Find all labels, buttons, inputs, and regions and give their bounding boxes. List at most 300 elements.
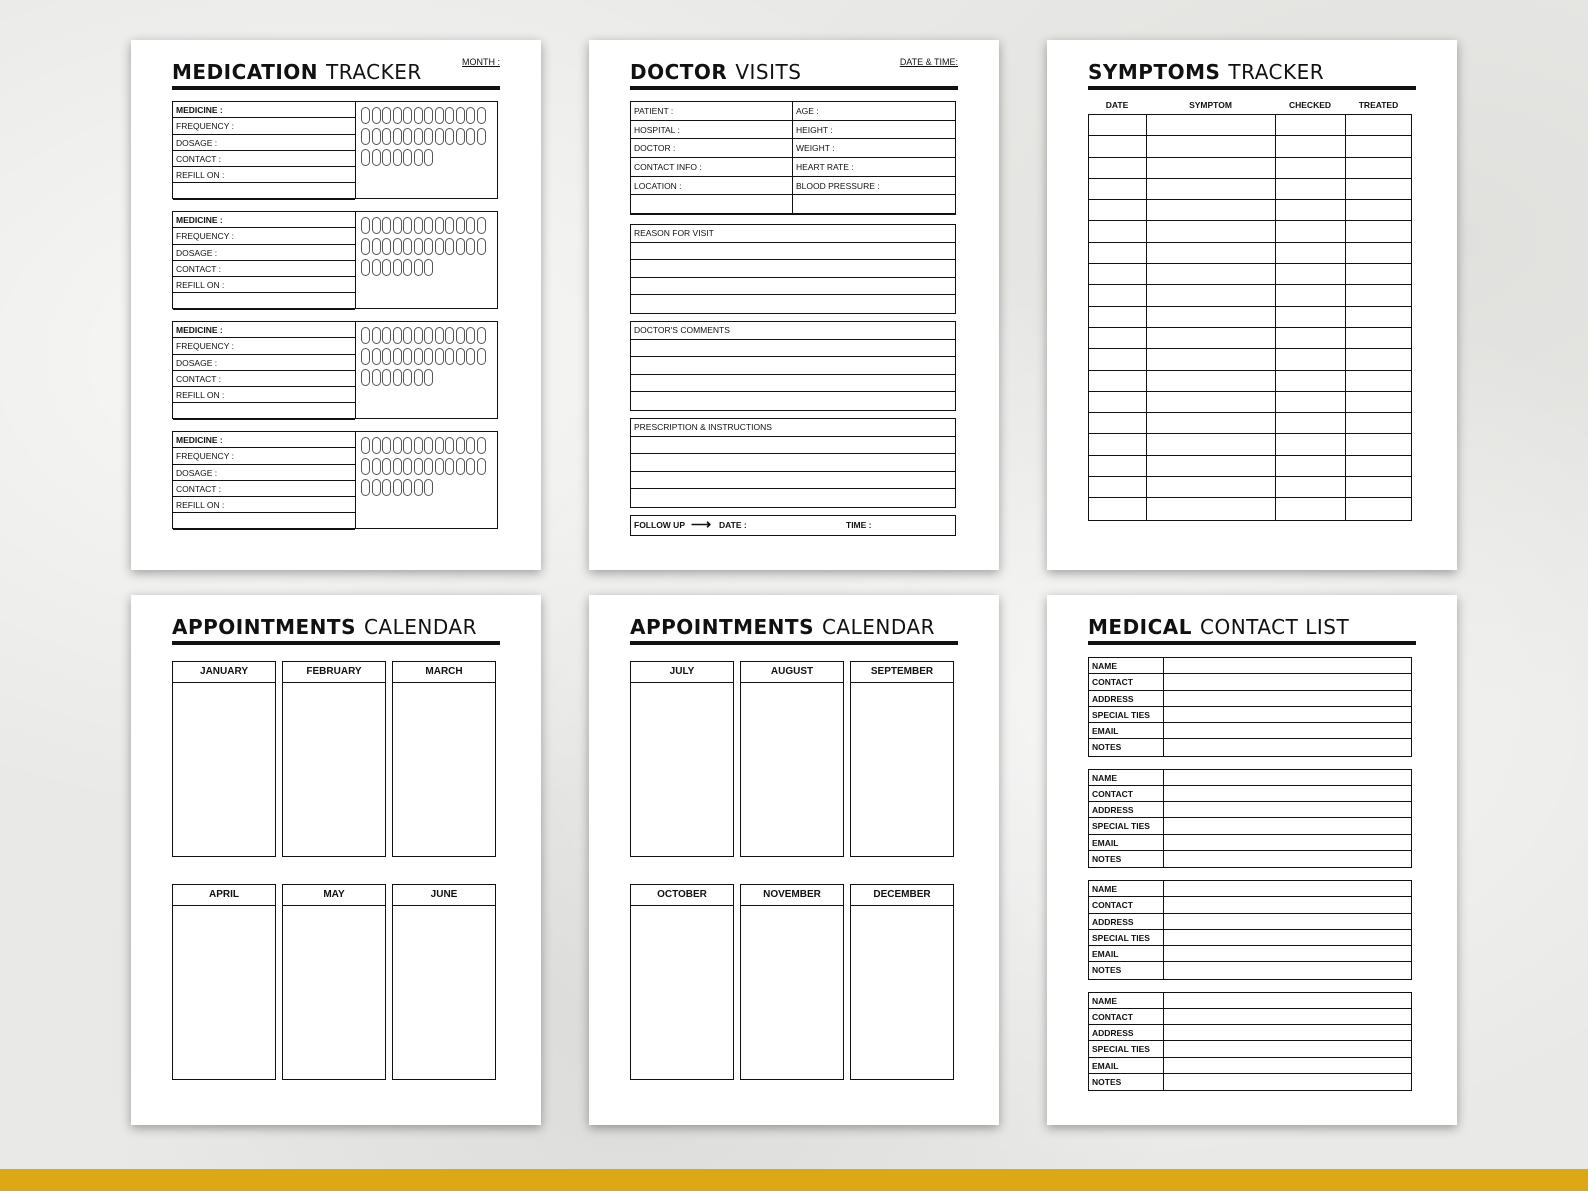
writing-line[interactable] bbox=[631, 340, 955, 358]
pill-icon[interactable] bbox=[382, 437, 391, 454]
date-cell[interactable] bbox=[1089, 456, 1147, 476]
month-label: JUNE bbox=[393, 885, 495, 906]
symptom-cell[interactable] bbox=[1147, 413, 1276, 433]
pill-icon[interactable] bbox=[445, 238, 454, 255]
pill-icon[interactable] bbox=[382, 149, 391, 166]
symptom-cell[interactable] bbox=[1147, 498, 1276, 519]
pill-icon[interactable] bbox=[372, 107, 381, 124]
pill-icon[interactable] bbox=[382, 238, 391, 255]
contact-block bbox=[1088, 992, 1412, 1092]
pill-icon[interactable] bbox=[361, 369, 370, 386]
symptom-cell[interactable] bbox=[1147, 371, 1276, 391]
symptom-cell[interactable] bbox=[1147, 200, 1276, 220]
treated-cell[interactable] bbox=[1346, 456, 1411, 476]
treated-cell[interactable] bbox=[1346, 115, 1411, 135]
treated-cell[interactable] bbox=[1346, 307, 1411, 327]
checked-cell[interactable] bbox=[1276, 498, 1346, 519]
date-cell[interactable] bbox=[1089, 413, 1147, 433]
pill-icon[interactable] bbox=[424, 259, 433, 276]
pill-icon[interactable] bbox=[435, 458, 444, 475]
field-row[interactable]: DOSAGE : bbox=[173, 245, 355, 261]
pill-icon[interactable] bbox=[414, 107, 423, 124]
medication-fields bbox=[173, 432, 356, 528]
field-row[interactable]: REFILL ON : bbox=[173, 497, 355, 513]
month-box[interactable] bbox=[282, 661, 386, 857]
pill-icon[interactable] bbox=[477, 348, 486, 365]
contact-field-value[interactable] bbox=[1164, 962, 1411, 978]
symptom-cell[interactable] bbox=[1147, 434, 1276, 454]
checked-cell[interactable] bbox=[1276, 477, 1346, 497]
pill-icon[interactable] bbox=[435, 128, 444, 145]
pill-icon[interactable] bbox=[424, 128, 433, 145]
contact-field-label: NOTES bbox=[1089, 1074, 1164, 1090]
date-cell[interactable] bbox=[1089, 498, 1147, 519]
month-box[interactable] bbox=[630, 884, 734, 1080]
treated-cell[interactable] bbox=[1346, 328, 1411, 348]
field-row[interactable]: MEDICINE : bbox=[173, 322, 355, 338]
pill-icon[interactable] bbox=[403, 327, 412, 344]
symptom-cell[interactable] bbox=[1147, 158, 1276, 178]
writing-line[interactable] bbox=[631, 260, 955, 278]
pill-icon[interactable] bbox=[466, 107, 475, 124]
pill-icon[interactable] bbox=[393, 149, 402, 166]
pill-icon[interactable] bbox=[361, 128, 370, 145]
pill-icon[interactable] bbox=[393, 479, 402, 496]
pill-icon[interactable] bbox=[414, 238, 423, 255]
pill-icon[interactable] bbox=[361, 259, 370, 276]
info-cell[interactable] bbox=[793, 195, 955, 214]
pill-icon[interactable] bbox=[445, 348, 454, 365]
pill-icon[interactable] bbox=[372, 437, 381, 454]
date-cell[interactable] bbox=[1089, 136, 1147, 156]
symptom-cell[interactable] bbox=[1147, 307, 1276, 327]
field-row[interactable] bbox=[173, 513, 355, 529]
pill-icon[interactable] bbox=[466, 128, 475, 145]
checked-cell[interactable] bbox=[1276, 243, 1346, 263]
date-cell[interactable] bbox=[1089, 392, 1147, 412]
pill-icon[interactable] bbox=[435, 217, 444, 234]
pill-icon[interactable] bbox=[393, 217, 402, 234]
pill-icon[interactable] bbox=[382, 128, 391, 145]
pill-icon[interactable] bbox=[445, 458, 454, 475]
month-box[interactable] bbox=[850, 884, 954, 1080]
field-row[interactable] bbox=[173, 403, 355, 419]
pill-icon[interactable] bbox=[403, 458, 412, 475]
info-cell[interactable]: CONTACT INFO : bbox=[631, 158, 793, 177]
page-title: MEDICAL CONTACT LIST bbox=[1088, 615, 1350, 639]
treated-cell[interactable] bbox=[1346, 200, 1411, 220]
field-row[interactable] bbox=[173, 293, 355, 309]
symptom-cell[interactable] bbox=[1147, 136, 1276, 156]
pill-icon[interactable] bbox=[424, 327, 433, 344]
pill-icon[interactable] bbox=[435, 437, 444, 454]
contact-field-value[interactable] bbox=[1164, 1041, 1411, 1057]
checked-cell[interactable] bbox=[1276, 221, 1346, 241]
doctors-comments-box bbox=[630, 321, 956, 411]
field-row[interactable]: MEDICINE : bbox=[173, 212, 355, 228]
pill-icon[interactable] bbox=[445, 107, 454, 124]
pill-icon[interactable] bbox=[435, 348, 444, 365]
table-row bbox=[1089, 179, 1411, 200]
pill-icon[interactable] bbox=[403, 217, 412, 234]
treated-cell[interactable] bbox=[1346, 434, 1411, 454]
field-row[interactable]: CONTACT : bbox=[173, 261, 355, 277]
treated-cell[interactable] bbox=[1346, 221, 1411, 241]
pill-icon[interactable] bbox=[403, 369, 412, 386]
checked-cell[interactable] bbox=[1276, 371, 1346, 391]
pill-icon[interactable] bbox=[424, 107, 433, 124]
writing-line[interactable] bbox=[631, 357, 955, 375]
pill-icon[interactable] bbox=[372, 479, 381, 496]
pill-icon[interactable] bbox=[372, 348, 381, 365]
contact-field-value[interactable] bbox=[1164, 802, 1411, 818]
field-row[interactable]: REFILL ON : bbox=[173, 167, 355, 183]
checked-cell[interactable] bbox=[1276, 434, 1346, 454]
pill-icon[interactable] bbox=[466, 217, 475, 234]
month-box[interactable] bbox=[850, 661, 954, 857]
contact-field-value[interactable] bbox=[1164, 1074, 1411, 1090]
month-box[interactable] bbox=[630, 661, 734, 857]
month-label: JULY bbox=[631, 662, 733, 683]
symptom-cell[interactable] bbox=[1147, 179, 1276, 199]
pill-icon[interactable] bbox=[372, 327, 381, 344]
pill-icon[interactable] bbox=[382, 327, 391, 344]
contact-field-value[interactable] bbox=[1164, 786, 1411, 802]
date-cell[interactable] bbox=[1089, 264, 1147, 284]
field-row[interactable]: FREQUENCY : bbox=[173, 338, 355, 354]
pill-icon[interactable] bbox=[393, 327, 402, 344]
writing-line[interactable] bbox=[631, 489, 955, 507]
field-row[interactable]: MEDICINE : bbox=[173, 102, 355, 118]
pill-icon[interactable] bbox=[372, 149, 381, 166]
pill-icon[interactable] bbox=[414, 259, 423, 276]
pill-icon[interactable] bbox=[456, 348, 465, 365]
pill-icon[interactable] bbox=[382, 217, 391, 234]
pill-icon[interactable] bbox=[456, 107, 465, 124]
pill-icon[interactable] bbox=[382, 348, 391, 365]
pill-icon[interactable] bbox=[403, 437, 412, 454]
treated-cell[interactable] bbox=[1346, 392, 1411, 412]
pill-icon[interactable] bbox=[477, 238, 486, 255]
contact-field-value[interactable] bbox=[1164, 707, 1411, 723]
checked-cell[interactable] bbox=[1276, 285, 1346, 305]
checked-cell[interactable] bbox=[1276, 349, 1346, 369]
checked-cell[interactable] bbox=[1276, 136, 1346, 156]
symptom-cell[interactable] bbox=[1147, 221, 1276, 241]
checked-cell[interactable] bbox=[1276, 115, 1346, 135]
pill-icon[interactable] bbox=[393, 458, 402, 475]
pill-icon[interactable] bbox=[393, 437, 402, 454]
info-cell[interactable]: AGE : bbox=[793, 102, 955, 121]
treated-cell[interactable] bbox=[1346, 158, 1411, 178]
pill-icon[interactable] bbox=[361, 107, 370, 124]
pill-icon[interactable] bbox=[456, 458, 465, 475]
pill-icon[interactable] bbox=[435, 238, 444, 255]
treated-cell[interactable] bbox=[1346, 498, 1411, 519]
pill-icon[interactable] bbox=[414, 458, 423, 475]
pill-icon[interactable] bbox=[424, 348, 433, 365]
pill-icon[interactable] bbox=[382, 458, 391, 475]
month-box[interactable] bbox=[172, 884, 276, 1080]
treated-cell[interactable] bbox=[1346, 243, 1411, 263]
writing-line[interactable] bbox=[631, 472, 955, 490]
contact-field-value[interactable] bbox=[1164, 851, 1411, 867]
date-cell[interactable] bbox=[1089, 200, 1147, 220]
field-row[interactable]: DOSAGE : bbox=[173, 355, 355, 371]
writing-line[interactable] bbox=[631, 437, 955, 455]
contact-field-value[interactable] bbox=[1164, 1009, 1411, 1025]
contact-field-value[interactable] bbox=[1164, 691, 1411, 707]
month-box[interactable] bbox=[172, 661, 276, 857]
contact-field-value[interactable] bbox=[1164, 1025, 1411, 1041]
symptom-cell[interactable] bbox=[1147, 328, 1276, 348]
contact-field-label: NOTES bbox=[1089, 739, 1164, 755]
contact-field-value[interactable] bbox=[1164, 881, 1411, 897]
field-row[interactable]: CONTACT : bbox=[173, 481, 355, 497]
pill-icon[interactable] bbox=[393, 348, 402, 365]
pill-icon[interactable] bbox=[393, 259, 402, 276]
pill-icon[interactable] bbox=[435, 327, 444, 344]
info-cell[interactable]: DOCTOR : bbox=[631, 139, 793, 158]
checked-cell[interactable] bbox=[1276, 179, 1346, 199]
checked-cell[interactable] bbox=[1276, 328, 1346, 348]
writing-line[interactable] bbox=[631, 375, 955, 393]
date-cell[interactable] bbox=[1089, 179, 1147, 199]
symptom-cell[interactable] bbox=[1147, 115, 1276, 135]
checked-cell[interactable] bbox=[1276, 307, 1346, 327]
pill-icon[interactable] bbox=[414, 479, 423, 496]
field-row[interactable]: DOSAGE : bbox=[173, 465, 355, 481]
field-row[interactable]: DOSAGE : bbox=[173, 135, 355, 151]
symptom-cell[interactable] bbox=[1147, 264, 1276, 284]
symptom-cell[interactable] bbox=[1147, 243, 1276, 263]
field-row[interactable] bbox=[173, 183, 355, 199]
month-box[interactable] bbox=[740, 661, 844, 857]
date-cell[interactable] bbox=[1089, 434, 1147, 454]
info-cell[interactable]: HOSPITAL : bbox=[631, 121, 793, 140]
date-cell[interactable] bbox=[1089, 285, 1147, 305]
field-row[interactable]: FREQUENCY : bbox=[173, 448, 355, 464]
pill-icon[interactable] bbox=[466, 458, 475, 475]
info-cell[interactable]: HEART RATE : bbox=[793, 158, 955, 177]
contact-field-value[interactable] bbox=[1164, 930, 1411, 946]
pill-icon[interactable] bbox=[372, 259, 381, 276]
symptom-cell[interactable] bbox=[1147, 477, 1276, 497]
checked-cell[interactable] bbox=[1276, 456, 1346, 476]
contact-field-value[interactable] bbox=[1164, 993, 1411, 1009]
pill-icon[interactable] bbox=[393, 128, 402, 145]
pill-icon[interactable] bbox=[361, 327, 370, 344]
pill-checklist bbox=[361, 437, 495, 496]
pill-icon[interactable] bbox=[456, 437, 465, 454]
contact-field-value[interactable] bbox=[1164, 739, 1411, 755]
symptom-cell[interactable] bbox=[1147, 392, 1276, 412]
pill-icon[interactable] bbox=[445, 327, 454, 344]
pill-icon[interactable] bbox=[414, 149, 423, 166]
pill-icon[interactable] bbox=[466, 348, 475, 365]
date-cell[interactable] bbox=[1089, 158, 1147, 178]
pill-icon[interactable] bbox=[414, 327, 423, 344]
pill-icon[interactable] bbox=[424, 149, 433, 166]
checked-cell[interactable] bbox=[1276, 392, 1346, 412]
month-label: APRIL bbox=[173, 885, 275, 906]
pill-icon[interactable] bbox=[477, 458, 486, 475]
pill-icon[interactable] bbox=[466, 238, 475, 255]
pill-icon[interactable] bbox=[403, 149, 412, 166]
info-cell[interactable]: LOCATION : bbox=[631, 177, 793, 196]
pill-icon[interactable] bbox=[477, 327, 486, 344]
pill-icon[interactable] bbox=[372, 238, 381, 255]
writing-line[interactable] bbox=[631, 278, 955, 296]
pill-icon[interactable] bbox=[424, 238, 433, 255]
pill-icon[interactable] bbox=[361, 217, 370, 234]
pill-icon[interactable] bbox=[424, 458, 433, 475]
field-row[interactable]: CONTACT : bbox=[173, 371, 355, 387]
writing-line[interactable] bbox=[631, 454, 955, 472]
pill-icon[interactable] bbox=[477, 128, 486, 145]
date-cell[interactable] bbox=[1089, 349, 1147, 369]
symptom-cell[interactable] bbox=[1147, 456, 1276, 476]
month-box[interactable] bbox=[740, 884, 844, 1080]
contact-field-value[interactable] bbox=[1164, 723, 1411, 739]
field-row[interactable]: REFILL ON : bbox=[173, 387, 355, 403]
pill-icon[interactable] bbox=[435, 107, 444, 124]
treated-cell[interactable] bbox=[1346, 264, 1411, 284]
contact-field-value[interactable] bbox=[1164, 674, 1411, 690]
field-row[interactable]: MEDICINE : bbox=[173, 432, 355, 448]
contact-field-value[interactable] bbox=[1164, 946, 1411, 962]
pill-icon[interactable] bbox=[403, 107, 412, 124]
pill-icon[interactable] bbox=[372, 369, 381, 386]
contact-field-value[interactable] bbox=[1164, 658, 1411, 674]
date-cell[interactable] bbox=[1089, 328, 1147, 348]
pill-icon[interactable] bbox=[393, 107, 402, 124]
contact-field-label: EMAIL bbox=[1089, 946, 1164, 962]
treated-cell[interactable] bbox=[1346, 349, 1411, 369]
writing-line[interactable] bbox=[631, 295, 955, 313]
pill-icon[interactable] bbox=[403, 259, 412, 276]
pill-icon[interactable] bbox=[424, 437, 433, 454]
contact-field-value[interactable] bbox=[1164, 818, 1411, 834]
pill-icon[interactable] bbox=[414, 348, 423, 365]
month-box[interactable] bbox=[282, 884, 386, 1080]
checked-cell[interactable] bbox=[1276, 264, 1346, 284]
symptom-cell[interactable] bbox=[1147, 349, 1276, 369]
contact-field-value[interactable] bbox=[1164, 835, 1411, 851]
field-row[interactable]: CONTACT : bbox=[173, 151, 355, 167]
contact-field-value[interactable] bbox=[1164, 897, 1411, 913]
pill-icon[interactable] bbox=[403, 238, 412, 255]
pill-icon[interactable] bbox=[445, 217, 454, 234]
info-cell[interactable]: HEIGHT : bbox=[793, 121, 955, 140]
pill-icon[interactable] bbox=[361, 348, 370, 365]
pill-icon[interactable] bbox=[382, 479, 391, 496]
treated-cell[interactable] bbox=[1346, 371, 1411, 391]
pill-icon[interactable] bbox=[403, 479, 412, 496]
contact-field-value[interactable] bbox=[1164, 1058, 1411, 1074]
date-cell[interactable] bbox=[1089, 371, 1147, 391]
pill-icon[interactable] bbox=[393, 238, 402, 255]
pill-icon[interactable] bbox=[424, 217, 433, 234]
field-row[interactable]: FREQUENCY : bbox=[173, 118, 355, 134]
pill-icon[interactable] bbox=[361, 437, 370, 454]
table-row bbox=[1089, 136, 1411, 157]
pill-icon[interactable] bbox=[477, 107, 486, 124]
pill-icon[interactable] bbox=[456, 327, 465, 344]
pill-icon[interactable] bbox=[466, 327, 475, 344]
treated-cell[interactable] bbox=[1346, 179, 1411, 199]
pill-icon[interactable] bbox=[424, 369, 433, 386]
writing-line[interactable] bbox=[631, 243, 955, 261]
checked-cell[interactable] bbox=[1276, 413, 1346, 433]
pill-icon[interactable] bbox=[456, 128, 465, 145]
symptom-cell[interactable] bbox=[1147, 285, 1276, 305]
pill-icon[interactable] bbox=[403, 128, 412, 145]
pill-icon[interactable] bbox=[414, 369, 423, 386]
pill-icon[interactable] bbox=[414, 217, 423, 234]
treated-cell[interactable] bbox=[1346, 413, 1411, 433]
pill-icon[interactable] bbox=[372, 128, 381, 145]
pill-icon[interactable] bbox=[466, 437, 475, 454]
date-cell[interactable] bbox=[1089, 307, 1147, 327]
date-cell[interactable] bbox=[1089, 115, 1147, 135]
date-cell[interactable] bbox=[1089, 477, 1147, 497]
pill-icon[interactable] bbox=[456, 238, 465, 255]
treated-cell[interactable] bbox=[1346, 477, 1411, 497]
info-cell[interactable] bbox=[631, 195, 793, 214]
pill-icon[interactable] bbox=[361, 238, 370, 255]
info-cell[interactable]: BLOOD PRESSURE : bbox=[793, 177, 955, 196]
info-cell[interactable]: PATIENT : bbox=[631, 102, 793, 121]
date-cell[interactable] bbox=[1089, 243, 1147, 263]
treated-cell[interactable] bbox=[1346, 136, 1411, 156]
pill-icon[interactable] bbox=[445, 128, 454, 145]
month-box[interactable] bbox=[392, 661, 496, 857]
contact-row bbox=[1089, 914, 1411, 930]
pill-icon[interactable] bbox=[403, 348, 412, 365]
pill-icon[interactable] bbox=[361, 458, 370, 475]
pill-icon[interactable] bbox=[382, 259, 391, 276]
pill-icon[interactable] bbox=[477, 437, 486, 454]
pill-icon[interactable] bbox=[414, 128, 423, 145]
pill-icon[interactable] bbox=[372, 458, 381, 475]
date-cell[interactable] bbox=[1089, 221, 1147, 241]
checked-cell[interactable] bbox=[1276, 200, 1346, 220]
pill-icon[interactable] bbox=[445, 437, 454, 454]
pill-icon[interactable] bbox=[382, 107, 391, 124]
pill-icon[interactable] bbox=[477, 217, 486, 234]
col-checked: CHECKED bbox=[1288, 100, 1332, 110]
symptom-table bbox=[1088, 114, 1412, 521]
contact-field-value[interactable] bbox=[1164, 914, 1411, 930]
pill-icon[interactable] bbox=[393, 369, 402, 386]
pill-icon[interactable] bbox=[382, 369, 391, 386]
month-box[interactable] bbox=[392, 884, 496, 1080]
pill-icon[interactable] bbox=[456, 217, 465, 234]
info-cell[interactable]: WEIGHT : bbox=[793, 139, 955, 158]
contact-field-value[interactable] bbox=[1164, 770, 1411, 786]
field-row[interactable]: FREQUENCY : bbox=[173, 228, 355, 244]
pill-icon[interactable] bbox=[414, 437, 423, 454]
pill-icon[interactable] bbox=[372, 217, 381, 234]
writing-line[interactable] bbox=[631, 392, 955, 410]
checked-cell[interactable] bbox=[1276, 158, 1346, 178]
field-row[interactable]: REFILL ON : bbox=[173, 277, 355, 293]
pill-icon[interactable] bbox=[424, 479, 433, 496]
pill-icon[interactable] bbox=[361, 479, 370, 496]
pill-icon[interactable] bbox=[361, 149, 370, 166]
treated-cell[interactable] bbox=[1346, 285, 1411, 305]
